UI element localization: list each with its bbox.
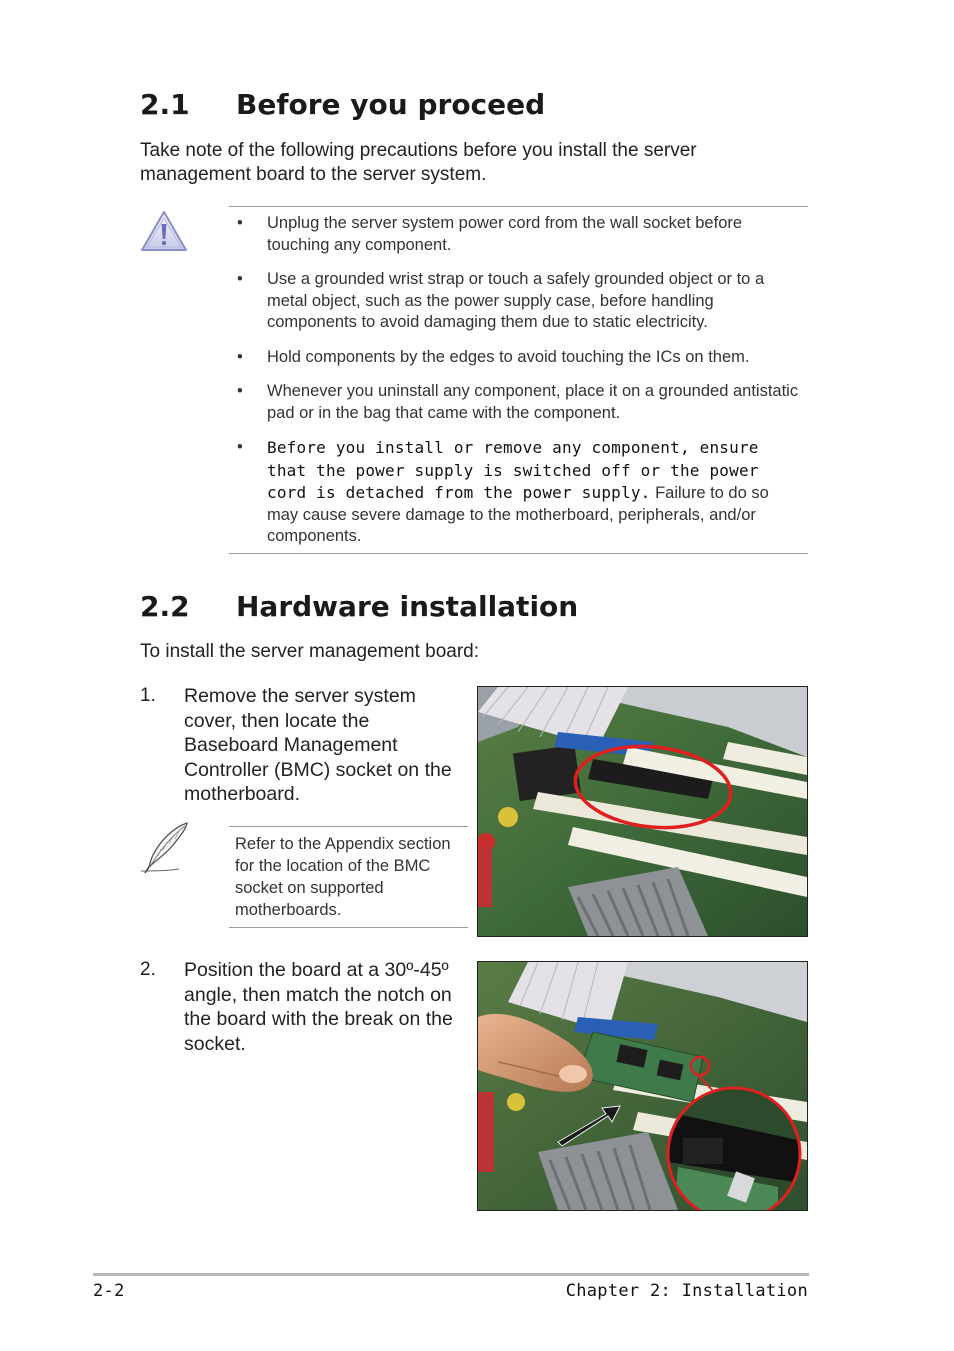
- board-insertion-photo: [477, 961, 808, 1211]
- section-number: 2.1: [140, 88, 190, 121]
- quill-pen-icon: [139, 821, 191, 875]
- note-bottom-rule: [229, 927, 468, 928]
- caution-item: • Unplug the server system power cord from the wall socket before touching any component.: [229, 213, 799, 256]
- note-text: Refer to the Appendix section for the location of the BMC socket on supported motherboards.: [235, 835, 451, 919]
- caution-item: • Use a grounded wrist strap or touch a safely grounded object or to a metal object, such as the power supply case, before handling components to avoid damaging them due to static electricity.: [229, 269, 799, 334]
- step-2-number: 2.: [140, 959, 156, 980]
- section-2-2-intro: To install the server management board:: [140, 641, 480, 662]
- caution-item: • Hold components by the edges to avoid touching the ICs on them.: [229, 347, 799, 369]
- motherboard-bmc-socket-photo: [477, 686, 808, 937]
- footer-page-number: 2-2: [93, 1281, 125, 1301]
- section-title: Before you proceed: [236, 88, 546, 121]
- step-2-text: Position the board at a 30º-45º angle, then match the notch on the board with the break on the socket.: [184, 959, 453, 1055]
- caution-emphasis: Before you install or remove any component, ensure that the power supply is switched off or the power cord is detached from the power supply.: [267, 438, 759, 502]
- caution-bottom-rule: [229, 553, 808, 554]
- section-2-1-intro: Take note of the following precautions before you install the server management board to the server system.: [140, 140, 697, 185]
- caution-list: [229, 213, 799, 561]
- caution-item-rest: Failure to do so may cause severe damage to the motherboard, peripherals, and/or components.: [267, 484, 769, 545]
- footer-rule: [93, 1273, 809, 1276]
- caution-item: [229, 437, 799, 548]
- warning-triangle-icon: [139, 209, 189, 253]
- caution-item: • Whenever you uninstall any component, place it on a grounded antistatic pad or in the bag that came with the component.: [229, 381, 799, 424]
- section-2-1-heading: [140, 88, 545, 121]
- section-title: Hardware installation: [236, 590, 579, 623]
- section-2-2-heading: [140, 590, 578, 623]
- section-number: 2.2: [140, 590, 190, 623]
- footer-chapter: Chapter 2: Installation: [565, 1281, 808, 1301]
- caution-top-rule: [229, 206, 808, 207]
- step-1-number: 1.: [140, 685, 156, 706]
- note-top-rule: [229, 826, 468, 827]
- step-1-text: Remove the server system cover, then locate the Baseboard Management Controller (BMC) socket on the motherboard.: [184, 685, 452, 805]
